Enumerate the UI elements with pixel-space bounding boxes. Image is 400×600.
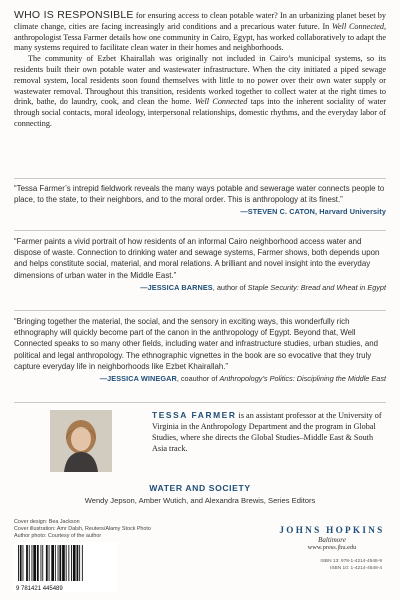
credit-line: Author photo: Courtesy of the author [14,533,102,540]
divider [14,178,386,179]
publisher-block [278,525,386,572]
series-title: WATER AND SOCIETY [149,483,251,493]
credit-line: Cover illustration: Amr Dalsh, Reuters/Alamy Stock Photo [14,526,151,533]
barcode-bar [26,545,28,581]
author-portrait-icon [50,410,112,472]
barcode-bar [55,545,56,581]
barcode-bar [62,545,65,581]
lead-caps: WHO IS RESPONSIBLE [14,9,134,21]
barcode-bar [59,545,61,581]
barcode-bar [77,545,79,581]
barcode-bar [79,545,80,581]
cover-credits [14,519,214,541]
series-editors: Wendy Jepson, Amber Wutich, and Alexandra Brewis, Series Editors [84,496,316,505]
barcode-bar [20,545,22,581]
divider [14,230,386,231]
series-info [14,483,386,505]
author-section [14,410,386,472]
barcode-bar [73,545,76,581]
barcode-bar [32,545,33,581]
author-photo [50,410,112,472]
publisher-name: JOHNS HOPKINS [279,525,385,535]
endorsement-caton [14,183,386,217]
endorsement-attribution: —JESSICA WINEGAR, coauthor of Anthropology’s Politics: Disciplining the Middle East [99,374,386,384]
barcode-bar [68,545,69,581]
isbn-barcode [14,542,118,592]
author-name: TESSA FARMER [152,410,237,420]
barcode-bar [51,545,54,581]
barcode-bar [41,545,42,581]
description-paragraph-2: The community of Ezbet Khairallah was originally not included in Cairo’s municipal systems, so its residents built their own potable water and wastewater infrastructure. When the city initiated a piped sewage removal system, local residents soon found themselves with little to no power over their own water supply or wastewater removal. Throughout this transition, residents worked together to collect water at the right times to drink, bathe, do laundry, cook, and clean the home. Well Connected taps into the inherent sociality of water through social contacts, moral ideology, interpersonal relationships, domestic rhythms, and the everyday labor of connecting. [14,54,387,128]
barcode-bar [23,545,24,581]
barcode-bar [71,545,72,581]
barcode-bar [82,545,83,581]
endorsement-winegar [14,316,386,384]
endorsement-barnes [14,236,386,293]
isbn-13: ISBN 13: 978-1-4214-4548-9 [320,559,382,564]
barcode-icon [14,542,118,592]
barcode-bar [46,545,48,581]
publisher-city: Baltimore [318,536,346,544]
divider [14,402,386,403]
barcode-bar [66,545,67,581]
barcode-bar [49,545,50,581]
barcode-bar [29,545,30,581]
endorsement-attribution: —STEVEN C. CATON, Harvard University [240,207,386,217]
endorsement-attribution: —JESSICA BARNES, author of Staple Security: Bread and Wheat in Egypt [140,282,386,292]
book-title-inline: Well Connected [331,21,384,31]
publisher-url: www.press.jhu.edu [307,544,357,551]
barcode-bar [42,545,43,581]
isbn-numbers [278,559,386,572]
author-bio: TESSA FARMER is an assistant professor at the University of Virginia in the Anthropology Department and the program in Global Studies, where she directs the Global Studies–Middle East & South Asia track. [152,410,382,453]
endorsement-text: “Bringing together the material, the social, and the sensory in exciting ways, this wonderfully rich ethnography will quickly become part of the canon in the anthropology of Egypt. Beyond that, Well Connected speaks to so many other fields, including water and infrastructure studies, urban studies, and political and legal anthropology. The ethnographic vignettes in the book are so evocative that they truly capture everyday life in neighborhoods like Ezbet Khairallah.” [14,317,379,371]
description-paragraph-1: WHO IS RESPONSIBLE for ensuring access to clean potable water? In an urbanizing planet beset by climate change, cities are facing increasingly arid conditions and a precarious water future. In Well Connected, anthropologist Tessa Farmer details how one community in Cairo, Egypt, has worked collaboratively to adapt the many systems required to facilitate clean water in their homes and neighborhoods. [14,9,387,53]
endorsement-text: “Tessa Farmer’s intrepid fieldwork reveals the many ways potable and sewerage water connects people to place, to the state, to their neighbors, and to the moral order. This is anthropology at its finest.” [14,184,385,205]
endorsement-text: “Farmer paints a vivid portrait of how residents of an informal Cairo neighborhood access water and dispose of waste. Connection to drinking water and sewage systems, Farmer shows, both depends upon and helps constitute social, material, and moral relations. A brilliant and novel insight into the everyday dimensions of urban water in the Middle East.” [14,237,380,280]
barcode-bar [37,545,39,581]
credit-line: Cover design: Bea Jackson [14,519,80,525]
barcode-bar [58,545,59,581]
divider [14,310,386,311]
barcode-bar [18,545,19,581]
isbn-10: ISBN 10: 1-4214-4548-4 [330,565,382,571]
barcode-digits: 9 781421 445489 [16,586,63,592]
book-title-inline: Well Connected [194,97,248,107]
barcode-bar [33,545,36,581]
description [14,10,386,130]
